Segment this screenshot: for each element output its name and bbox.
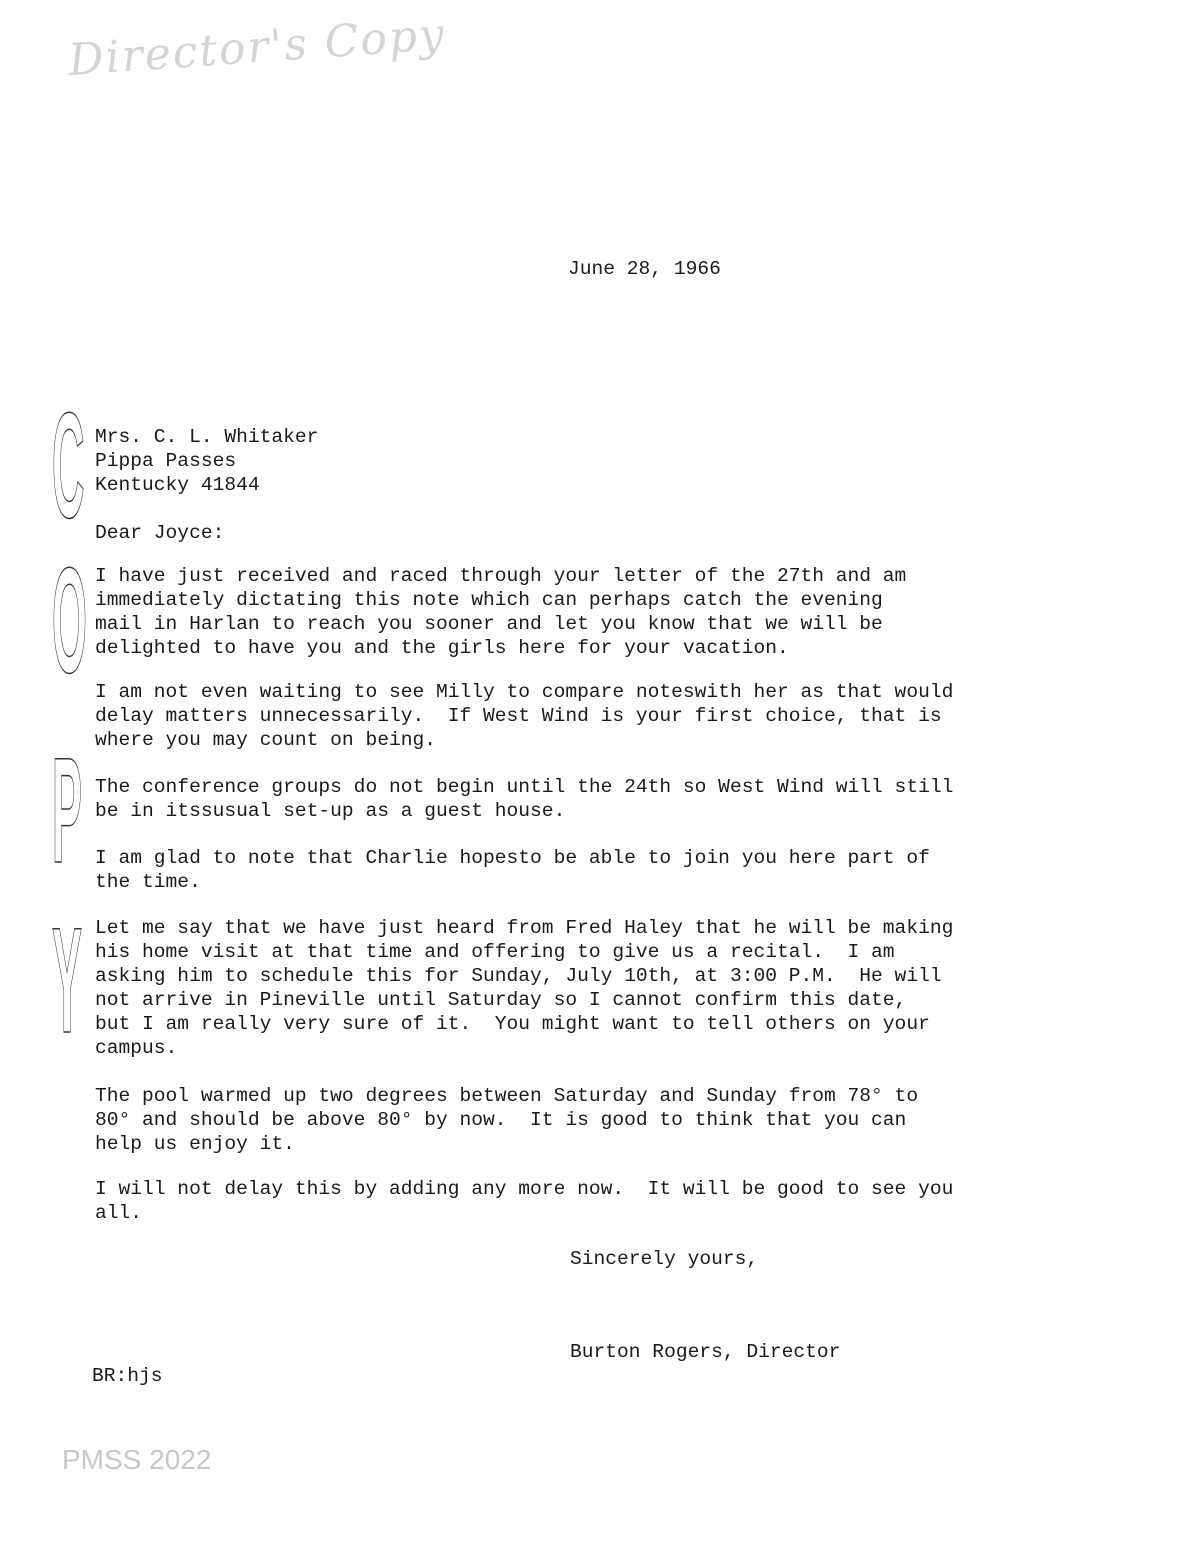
body-line: Let me say that we have just heard from Fred Haley that he will be making [95, 917, 954, 939]
archive-watermark: PMSS 2022 [62, 1444, 212, 1475]
body-line: immediately dictating this note which can perhaps catch the evening [95, 589, 883, 611]
body-line: help us enjoy it. [95, 1133, 295, 1155]
recipient-address [95, 425, 318, 497]
body-line: I have just received and raced through your letter of the 27th and am [95, 565, 907, 587]
typist-initials: BR:hjs [92, 1365, 163, 1387]
paragraph [95, 846, 930, 894]
body-line: asking him to schedule this for Sunday, July 10th, at 3:00 P.M. He will [95, 965, 942, 987]
paragraph [95, 916, 953, 1060]
handwritten-note: Director's Copy [66, 8, 448, 87]
address-line: Mrs. C. L. Whitaker [95, 426, 319, 448]
address-line: Kentucky 41844 [95, 474, 260, 496]
copy-stamp-letter: O [52, 536, 88, 704]
body-line: the time. [95, 871, 201, 893]
body-line: but I am really very sure of it. You might want to tell others on your [95, 1013, 930, 1035]
body-line: not arrive in Pineville until Saturday so I cannot confirm this date, [95, 989, 907, 1011]
copy-stamp-letter: Y [52, 896, 83, 1064]
paragraph [95, 775, 953, 823]
paragraph [95, 564, 906, 660]
body-line: mail in Harlan to reach you sooner and let you know that we will be [95, 613, 883, 635]
body-line: all. [95, 1202, 143, 1224]
address-line: Pippa Passes [95, 450, 237, 472]
body-line: 80° and should be above 80° by now. It is good to think that you can [95, 1109, 907, 1131]
body-line: I am not even waiting to see Milly to compare noteswith her as that would [95, 681, 954, 703]
copy-stamp-letter: C [52, 381, 85, 549]
signature-line: Burton Rogers, Director [570, 1341, 841, 1363]
body-line: I am glad to note that Charlie hopesto be able to join you here part of [95, 847, 930, 869]
salutation: Dear Joyce: [95, 522, 225, 544]
letter-date: June 28, 1966 [568, 258, 721, 280]
body-line: his home visit at that time and offering to give us a recital. I am [95, 941, 895, 963]
copy-stamp-letter: P [52, 726, 83, 894]
body-line: campus. [95, 1037, 178, 1059]
body-line: delighted to have you and the girls here for your vacation. [95, 637, 789, 659]
paragraph [95, 680, 953, 752]
body-line: be in itssusual set-up as a guest house. [95, 800, 566, 822]
closing: Sincerely yours, [570, 1248, 759, 1270]
body-line: The pool warmed up two degrees between Saturday and Sunday from 78° to [95, 1085, 919, 1107]
paragraph [95, 1084, 918, 1156]
body-line: delay matters unnecessarily. If West Wind is your first choice, that is [95, 705, 942, 727]
body-line: The conference groups do not begin until the 24th so West Wind will still [95, 776, 954, 798]
body-line: where you may count on being. [95, 729, 436, 751]
paragraph [95, 1177, 953, 1225]
body-line: I will not delay this by adding any more now. It will be good to see you [95, 1178, 954, 1200]
